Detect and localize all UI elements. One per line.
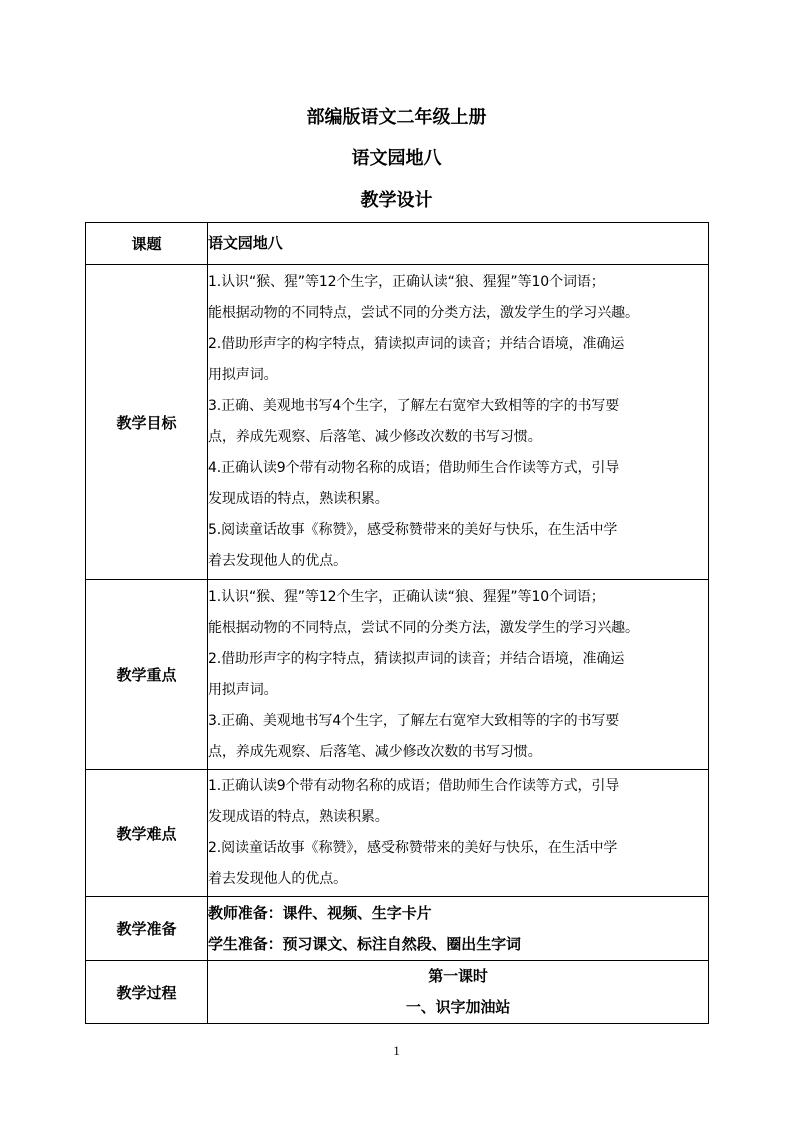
key-point-line: 3.正确、美观地书写4个生字，了解左右宽窄大致相等的字的书写要 (208, 712, 620, 729)
cell-difficulties (208, 770, 709, 897)
key-point-line: 能根据动物的不同特点，尝试不同的分类方法，激发学生的学习兴趣。 (208, 619, 639, 636)
label-key-points: 教学重点 (86, 580, 208, 770)
objective-line: 3.正确、美观地书写4个生字，了解左右宽窄大致相等的字的书写要 (208, 398, 620, 414)
label-process: 教学过程 (86, 961, 208, 1024)
objective-line: 着去发现他人的优点。 (208, 553, 347, 569)
cell-process (208, 961, 709, 1024)
lesson-plan-table (85, 222, 709, 1024)
document-subtitle: 语文园地八 (351, 148, 442, 169)
objective-line: 1.认识“猴、猩”等12个生字，正确认读“狼、猩猩”等10个词语； (208, 274, 605, 290)
row-preparation (86, 897, 709, 961)
cell-key-points (208, 580, 709, 770)
cell-preparation (208, 897, 709, 961)
label-topic: 课题 (86, 223, 208, 265)
key-point-line: 用拟声词。 (208, 681, 278, 698)
cell-objectives (208, 265, 709, 580)
preparation-teacher: 教师准备：课件、视频、生字卡片 (208, 903, 432, 922)
key-point-line: 点，养成先观察、后落笔、减少修改次数的书写习惯。 (208, 743, 542, 760)
lesson-title: 第一课时 (428, 967, 488, 985)
row-key-points (86, 580, 709, 770)
label-difficulties: 教学难点 (86, 770, 208, 897)
difficulty-line: 2.阅读童话故事《称赞》，感受称赞带来的美好与快乐，在生活中学 (208, 840, 618, 856)
cell-topic (208, 223, 709, 265)
preparation-student: 学生准备：预习课文、标注自然段、圈出生字词 (208, 934, 521, 953)
objective-line: 点，养成先观察、后落笔、减少修改次数的书写习惯。 (208, 429, 542, 445)
objective-line: 发现成语的特点，熟读积累。 (208, 491, 389, 507)
difficulty-line: 发现成语的特点，熟读积累。 (208, 809, 389, 825)
objective-line: 用拟声词。 (208, 367, 278, 383)
row-difficulties (86, 770, 709, 897)
document-heading: 教学设计 (360, 190, 433, 211)
difficulty-line: 着去发现他人的优点。 (208, 871, 347, 887)
row-objectives (86, 265, 709, 580)
page-number: 1 (393, 1043, 400, 1058)
key-point-line: 1.认识“猴、猩”等12个生字，正确认读“狼、猩猩”等10个词语； (208, 588, 605, 605)
label-preparation: 教学准备 (86, 897, 208, 961)
objective-line: 2.借助形声字的构字特点，猜读拟声词的读音；并结合语境，准确运 (208, 336, 625, 352)
objective-line: 能根据动物的不同特点，尝试不同的分类方法，激发学生的学习兴趣。 (208, 305, 639, 321)
row-topic (86, 223, 709, 265)
document-title: 部编版语文二年级上册 (306, 107, 487, 128)
section-title: 一、识字加油站 (405, 998, 511, 1016)
objective-line: 4.正确认读9个带有动物名称的成语；借助师生合作读等方式，引导 (208, 460, 620, 476)
difficulty-line: 1.正确认读9个带有动物名称的成语；借助师生合作读等方式，引导 (208, 778, 620, 794)
topic-value: 语文园地八 (208, 234, 283, 252)
label-objectives: 教学目标 (86, 265, 208, 580)
objective-line: 5.阅读童话故事《称赞》，感受称赞带来的美好与快乐，在生活中学 (208, 522, 618, 538)
row-process (86, 961, 709, 1024)
key-point-line: 2.借助形声字的构字特点，猜读拟声词的读音；并结合语境，准确运 (208, 650, 625, 667)
